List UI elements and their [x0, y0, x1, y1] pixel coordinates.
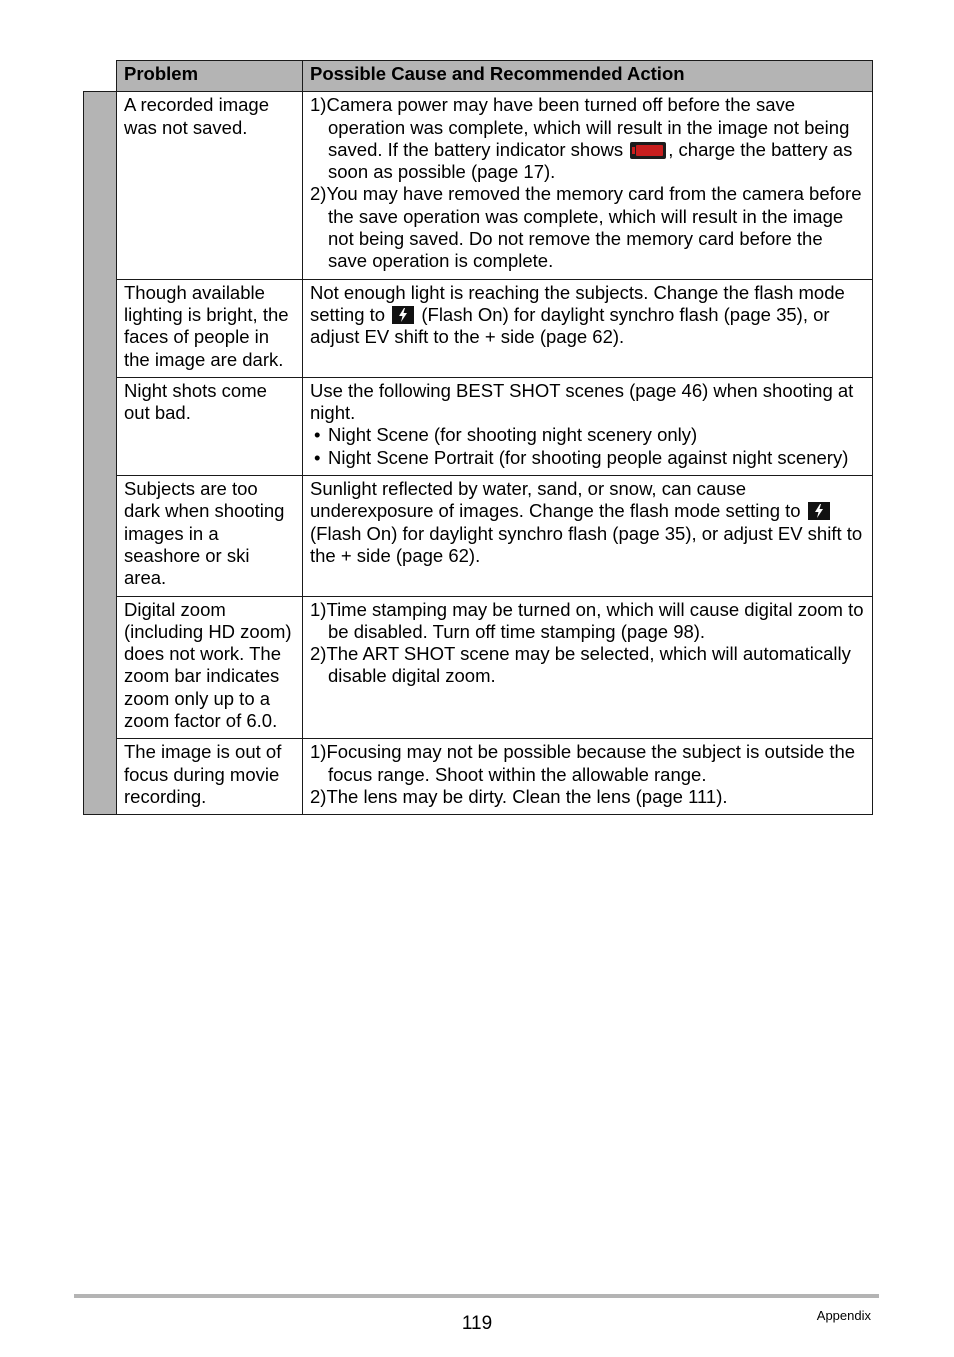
item-number: 2) [310, 785, 327, 807]
item-text: The ART SHOT scene may be selected, which will automatically disable digital zoom. [326, 643, 851, 687]
action-text: Sunlight reflected by water, sand, or snow, can cause underexposure of images. Change the flash mode setting to [310, 478, 806, 522]
problem-cell: Night shots come out bad. [117, 377, 303, 475]
table-row [84, 596, 873, 739]
item-number: 2) [310, 183, 327, 205]
bullet-icon: • [314, 424, 321, 446]
action-text: (Flash On) for daylight synchro flash (page 35), or adjust EV shift to the + side (page 62). [310, 303, 830, 348]
problem-cell: Though available lighting is bright, the faces of people in the image are dark. [117, 279, 303, 377]
footer-divider [74, 1294, 879, 1298]
problem-cell: A recorded image was not saved. [117, 92, 303, 279]
table-row [84, 739, 873, 815]
table-header-row [84, 61, 873, 92]
battery-low-icon [630, 142, 666, 159]
item-text: Camera power may have been turned off before the save operation was complete, which will result in the image not being saved. If the battery indicator shows [326, 94, 850, 160]
header-corner [84, 61, 117, 92]
flash-on-icon [392, 306, 414, 324]
problem-cell: The image is out of focus during movie recording. [117, 739, 303, 815]
item-text: Focusing may not be possible because the subject is outside the focus range. Shoot within the allowable range. [326, 741, 856, 785]
table-row [84, 377, 873, 475]
item-text: The lens may be dirty. Clean the lens (page 111). [326, 785, 728, 807]
action-text: (Flash On) for daylight synchro flash (page 35), or adjust EV shift to the + side (page 62). [310, 522, 863, 566]
bullet-text: Night Scene Portrait (for shooting people against night scenery) [328, 446, 849, 468]
table-row [84, 279, 873, 377]
header-action: Possible Cause and Recommended Action [303, 61, 873, 92]
bullet-text: Night Scene (for shooting night scenery only) [328, 424, 698, 446]
section-side-tab [84, 92, 117, 815]
item-text: You may have removed the memory card from the camera before the save operation was complete, which will result in the image not being saved. Do not remove the memory card before the save operation is complete. [326, 183, 862, 272]
numbered-item [310, 94, 865, 183]
header-problem: Problem [117, 61, 303, 92]
numbered-item [310, 786, 865, 808]
numbered-item [310, 183, 865, 272]
troubleshooting-table [83, 60, 873, 815]
action-cell [303, 279, 873, 377]
item-text: , charge the battery as soon as possible (page 17). [328, 138, 853, 183]
numbered-item [310, 599, 865, 644]
bullet-item [310, 424, 865, 446]
bullet-item [310, 447, 865, 469]
item-number: 1) [310, 94, 327, 116]
problem-cell: Digital zoom (including HD zoom) does not work. The zoom bar indicates zoom only up to a zoom factor of 6.0. [117, 596, 303, 739]
action-cell [303, 476, 873, 596]
action-cell [303, 596, 873, 739]
page-number: 119 [461, 1313, 493, 1334]
item-number: 1) [310, 598, 327, 620]
action-cell [303, 739, 873, 815]
item-number: 1) [310, 741, 327, 763]
section-label: Appendix [816, 1308, 871, 1323]
action-text: Not enough light is reaching the subjects. Change the flash mode setting to [310, 281, 845, 325]
action-intro: Use the following BEST SHOT scenes (page 46) when shooting at night. [310, 379, 854, 424]
problem-cell: Subjects are too dark when shooting images in a seashore or ski area. [117, 476, 303, 596]
item-number: 2) [310, 643, 327, 665]
numbered-item [310, 643, 865, 688]
table-row [84, 92, 873, 279]
action-cell [303, 92, 873, 279]
flash-on-icon [808, 502, 830, 520]
bullet-icon: • [314, 446, 321, 468]
numbered-item [310, 741, 865, 786]
action-cell [303, 377, 873, 475]
table-row [84, 476, 873, 596]
item-text: Time stamping may be turned on, which will cause digital zoom to be disabled. Turn off time stamping (page 98). [326, 598, 864, 642]
